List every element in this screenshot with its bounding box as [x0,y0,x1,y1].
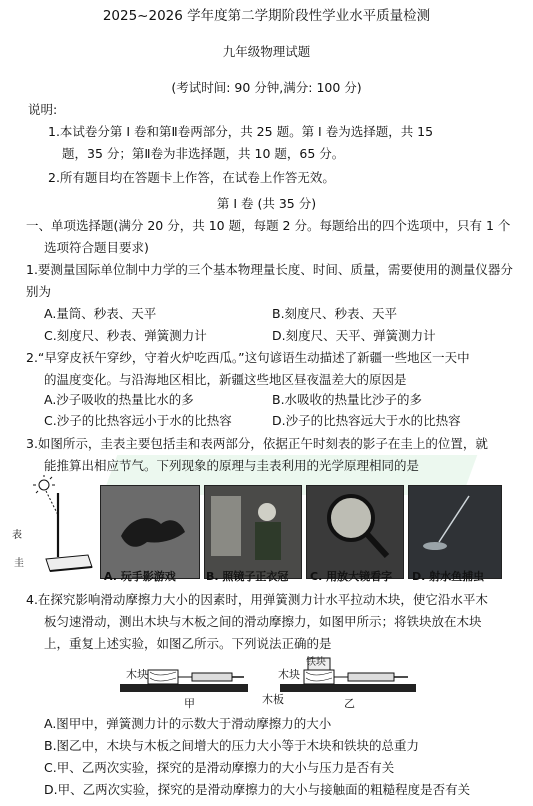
q2-stem-line-1: 2.“早穿皮袄午穿纱，守着火炉吃西瓜。”这句谚语生动描述了新疆一些地区一天中 [26,350,470,365]
q1-option-b: B.刻度尺、秒表、天平 [272,306,398,321]
q4-option-d: D.甲、乙两次实验，探究的是滑动摩擦力的大小与接触面的粗糙程度是否有关 [44,782,471,797]
q4-option-b: B.图乙中，木块与木板之间增大的压力大小等于木块和铁块的总重力 [44,738,420,753]
label-board: 木板 [262,693,284,706]
biao-label: 表 [12,530,22,541]
q3-stem-line-1: 3.如图所示，圭表主要包括圭和表两部分，依据正午时刻表的影子在圭上的位置，就 [26,436,488,451]
q3-caption-b: B. 照镜子正衣冠 [206,570,289,583]
label-block-yi: 木块 [278,668,300,681]
q3-caption-c: C. 用放大镜看字 [310,570,393,583]
q1-option-d: D.刻度尺、天平、弹簧测力计 [272,328,436,343]
q1-stem-line-2: 别为 [26,284,52,299]
q2-option-c: C.沙子的比热容远小于水的比热容 [44,413,232,428]
instruction-2: 2.所有题目均在答题卡上作答，在试卷上作答无效。 [48,170,335,185]
q2-option-a: A.沙子吸收的热量比水的多 [44,392,194,407]
gui-biao-diagram [28,475,96,583]
label-yi: 乙 [344,697,355,710]
photo-mirror [204,485,302,579]
exam-title: 2025~2026 学年度第二学期阶段性学业水平质量检测 [102,8,431,24]
q4-stem-line-3: 上，重复上述实验，如图乙所示。下列说法正确的是 [44,636,332,651]
q1-option-c: C.刻度尺、秒表、弹簧测力计 [44,328,207,343]
part-heading-line-1: 一、单项选择题(满分 20 分，共 10 题，每题 2 分。每题给出的四个选项中，只有 1 个 [26,218,511,233]
photo-archer-fish [408,485,502,579]
label-iron: 铁块 [306,657,326,668]
q2-option-b: B.水吸收的热量比沙子的多 [272,392,423,407]
section-title: 第 I 卷 (共 35 分) [216,196,317,211]
exam-subtitle: 九年级物理试题 [222,44,311,59]
q3-caption-d: D. 射水鱼捕虫 [412,570,485,583]
q4-stem-line-1: 4.在探究影响滑动摩擦力大小的因素时，用弹簧测力计水平拉动木块，使它沿水平木 [26,592,488,607]
q1-option-a: A.量筒、秒表、天平 [44,306,157,321]
part-heading-line-2: 选项符合题目要求) [44,240,149,255]
photo-magnifier [306,485,404,579]
instruction-1-line-2: 题，35 分；第Ⅱ卷为非选择题，共 10 题，65 分。 [62,146,345,161]
q2-stem-line-2: 的温度变化。与沿海地区相比，新疆这些地区昼夜温差大的原因是 [44,372,407,387]
instruction-1-line-1: 1.本试卷分第 I 卷和第Ⅱ卷两部分，共 25 题。第 I 卷为选择题，共 15 [48,124,434,139]
gui-label: 圭 [14,558,24,569]
label-jia: 甲 [184,697,195,710]
q3-caption-a: A. 玩手影游戏 [104,570,176,583]
instructions-heading: 说明: [28,102,58,117]
q4-stem-line-2: 板匀速滑动，测出木块与木板之间的滑动摩擦力，如图甲所示；将铁块放在木块 [44,614,482,629]
q1-stem-line-1: 1.要测量国际单位制中力学的三个基本物理量长度、时间、质量，需要使用的测量仪器分 [26,262,513,277]
q4-option-a: A.图甲中，弹簧测力计的示数大于滑动摩擦力的大小 [44,716,332,731]
exam-time-info: (考试时间: 90 分钟,满分: 100 分) [171,80,362,95]
q3-stem-line-2: 能推算出相应节气。下列现象的原理与圭表利用的光学原理相同的是 [44,458,420,473]
label-block-jia: 木块 [126,668,148,681]
q4-option-c: C.甲、乙两次实验，探究的是滑动摩擦力的大小与压力是否有关 [44,760,395,775]
photo-hand-shadow [100,485,200,579]
q2-option-d: D.沙子的比热容远大于水的比热容 [272,413,461,428]
